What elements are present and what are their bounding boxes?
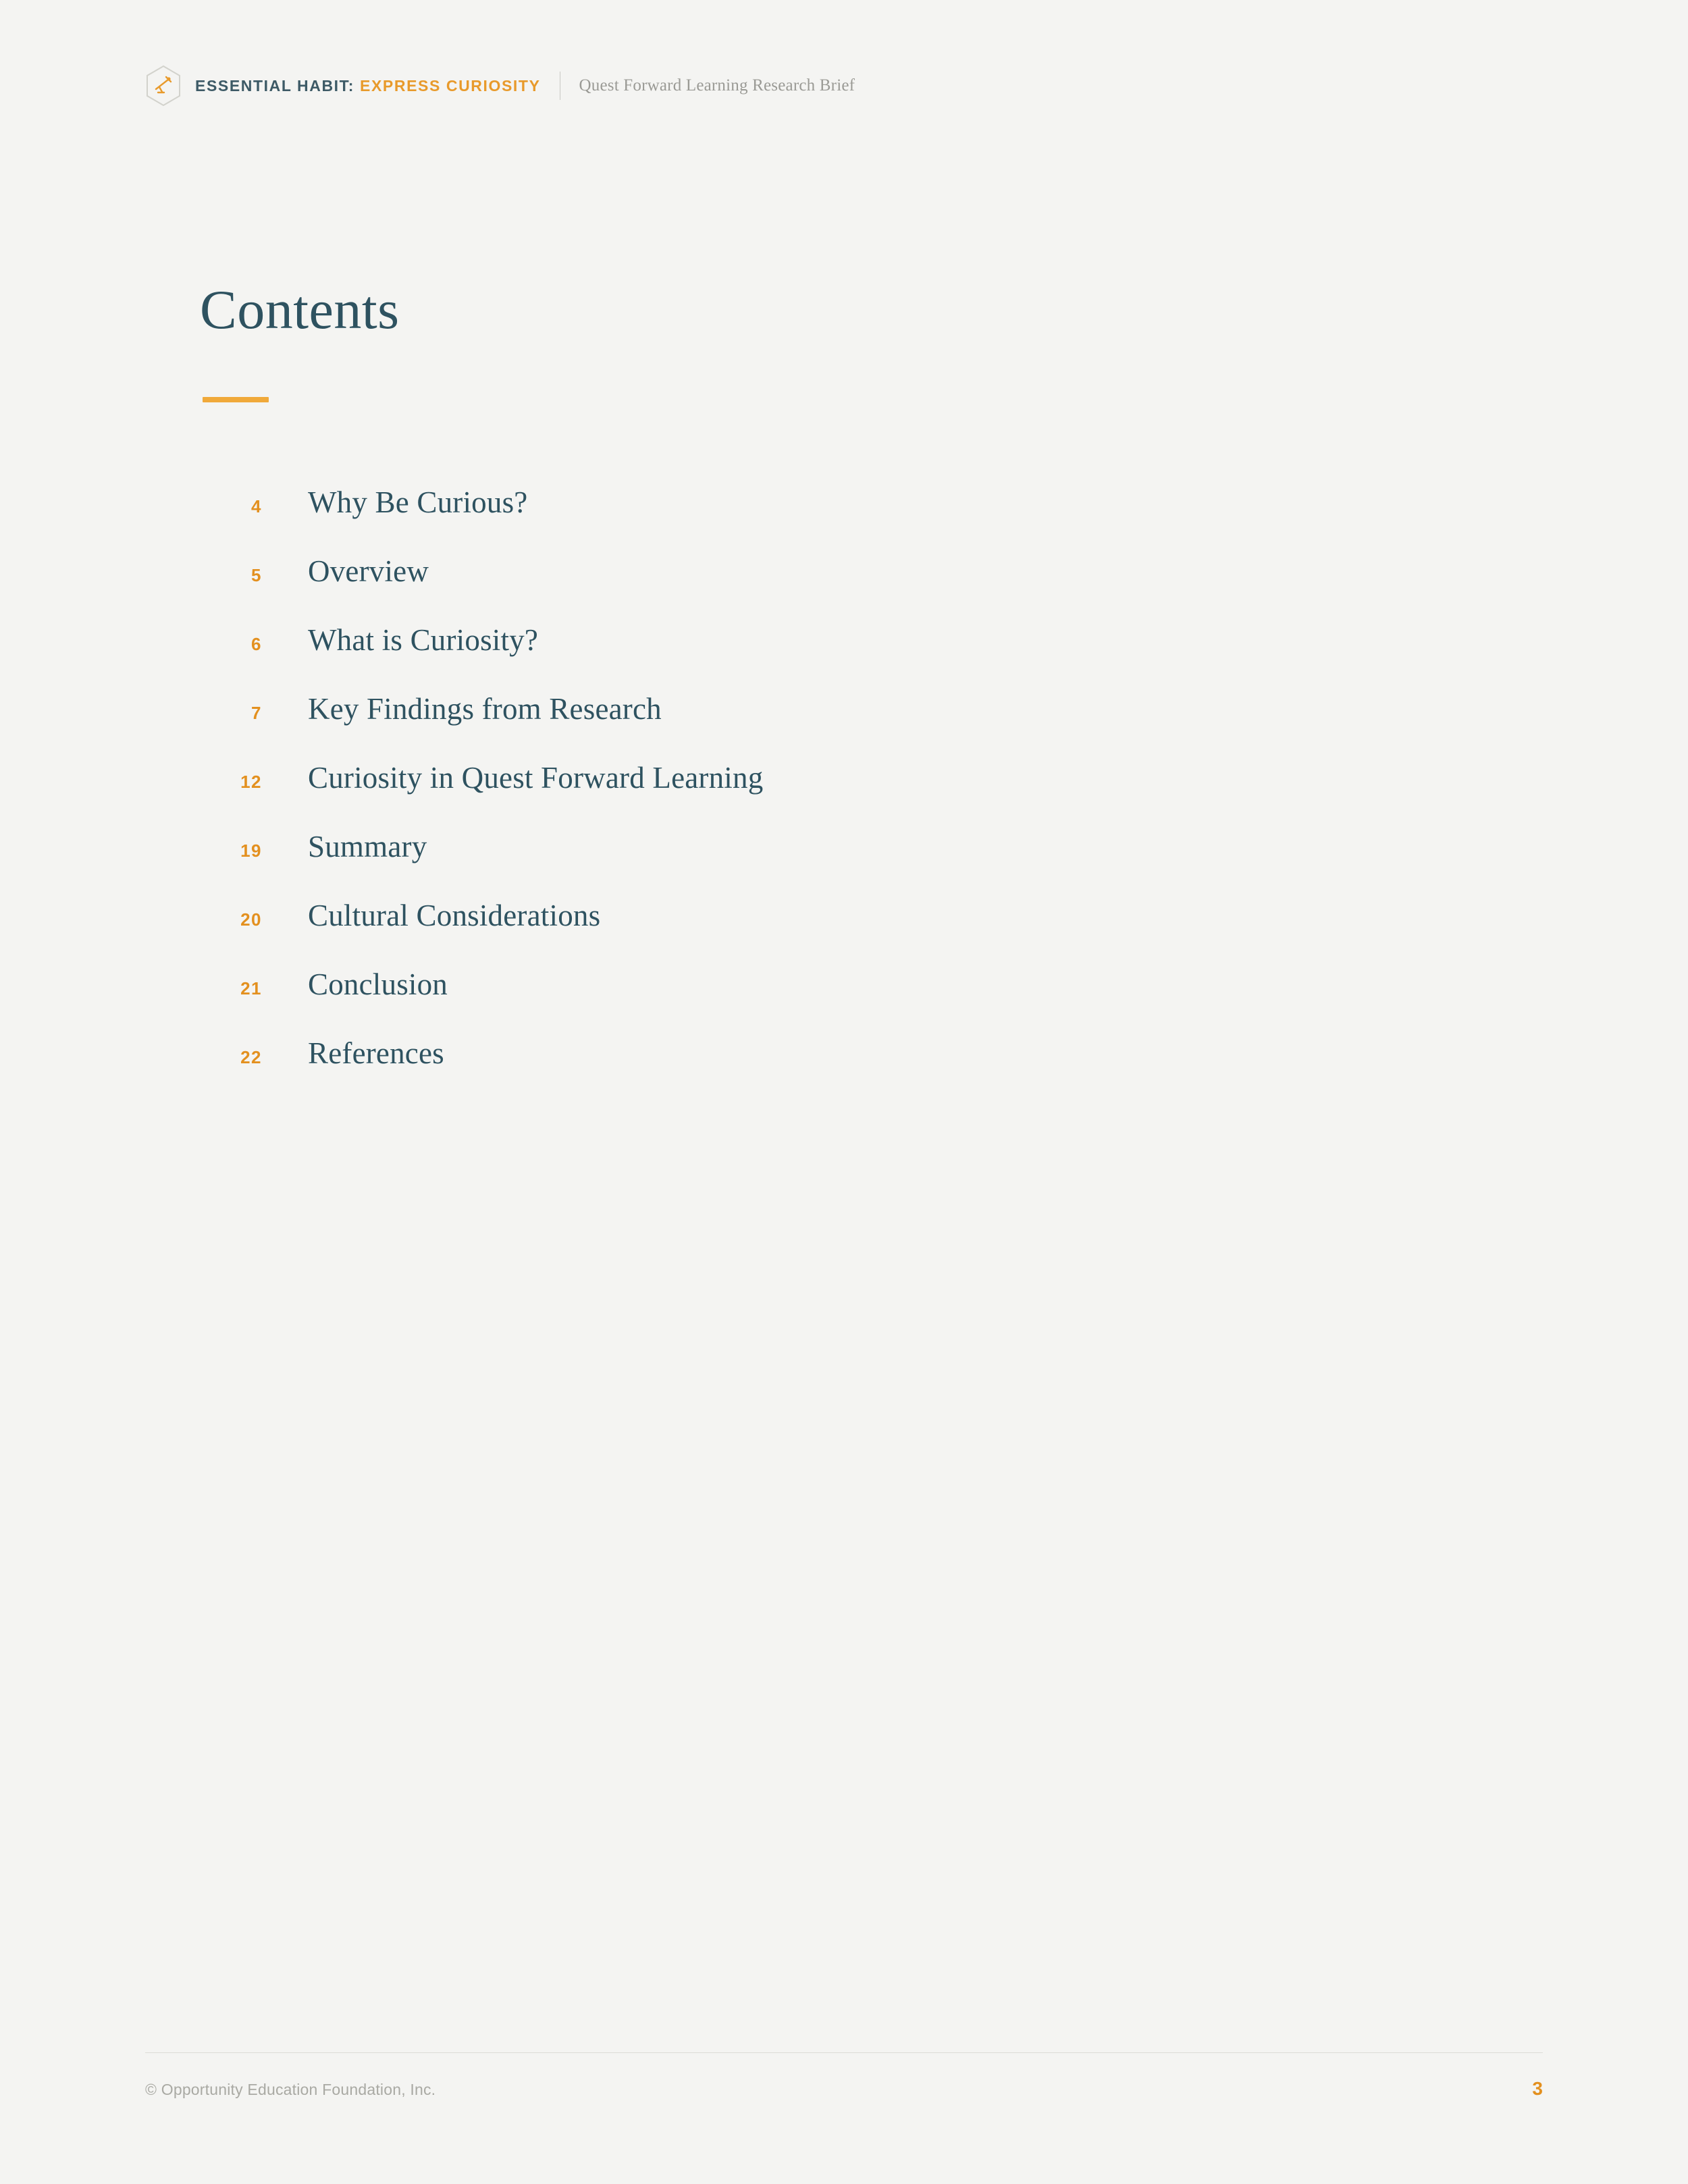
- toc-entry[interactable]: [189, 554, 1202, 622]
- toc-entry-label: Key Findings from Research: [308, 692, 662, 726]
- toc-entry[interactable]: [189, 622, 1202, 691]
- toc-page-number: 7: [251, 703, 262, 723]
- essential-habit-name: EXPRESS CURIOSITY: [360, 76, 541, 95]
- telescope-hexagon-logo-icon: [145, 65, 182, 107]
- toc-page-number: 20: [240, 909, 262, 930]
- footer-copyright: © Opportunity Education Foundation, Inc.: [145, 2081, 436, 2098]
- toc-entry-label: What is Curiosity?: [308, 623, 539, 657]
- toc-entry[interactable]: [189, 829, 1202, 898]
- essential-habit-label: [195, 77, 541, 95]
- research-brief-title: Quest Forward Learning Research Brief: [579, 76, 855, 95]
- toc-entry[interactable]: [189, 967, 1202, 1036]
- toc-page-number: 21: [240, 978, 262, 998]
- toc-entry-label: Cultural Considerations: [308, 899, 601, 932]
- toc-page-number: 19: [240, 841, 262, 861]
- toc-page-number: 5: [251, 565, 262, 585]
- title-underline-rule: [203, 397, 269, 402]
- toc-page-number: 22: [240, 1047, 262, 1067]
- toc-entry[interactable]: [189, 898, 1202, 967]
- toc-entry-label: Curiosity in Quest Forward Learning: [308, 761, 764, 795]
- toc-entry[interactable]: [189, 691, 1202, 760]
- footer-divider: [145, 2052, 1543, 2053]
- toc-entry-label: Summary: [308, 830, 427, 863]
- toc-entry[interactable]: [189, 485, 1202, 554]
- page-header: [145, 62, 855, 109]
- essential-habit-prefix: ESSENTIAL HABIT:: [195, 76, 355, 95]
- toc-entry[interactable]: [189, 1036, 1202, 1104]
- page-title: Contents: [200, 279, 400, 340]
- toc-page-number: 12: [240, 772, 262, 792]
- toc-entry-label: Overview: [308, 554, 429, 588]
- toc-page-number: 6: [251, 634, 262, 654]
- table-of-contents: [189, 485, 1202, 1104]
- toc-entry-label: Conclusion: [308, 967, 448, 1001]
- toc-entry[interactable]: [189, 760, 1202, 829]
- footer-page-number: 3: [1532, 2078, 1543, 2099]
- toc-entry-label: Why Be Curious?: [308, 485, 528, 519]
- toc-page-number: 4: [251, 496, 262, 516]
- toc-entry-label: References: [308, 1036, 444, 1070]
